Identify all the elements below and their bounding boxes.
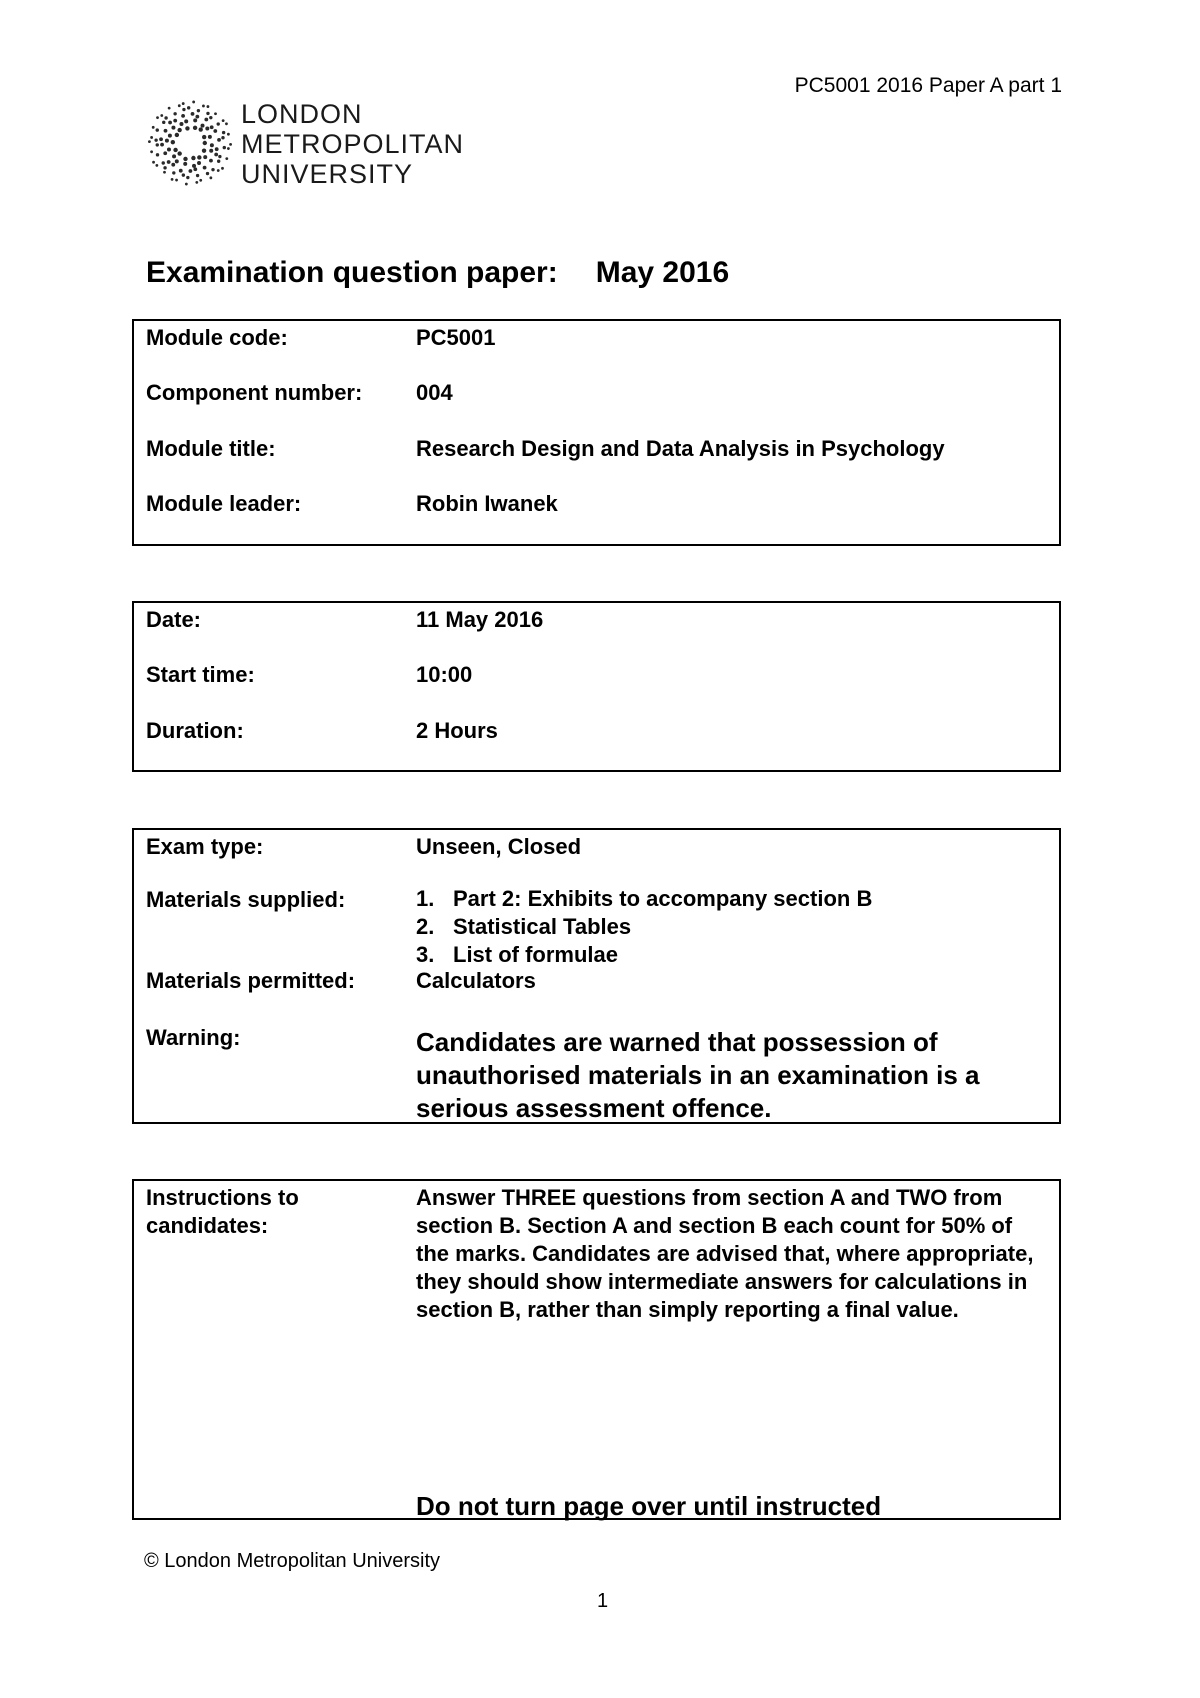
module-title-label: Module title:	[146, 436, 276, 461]
logo-dot	[203, 155, 207, 159]
materials-supplied-list-wrap	[416, 885, 872, 969]
exam-type-value: Unseen, Closed	[416, 834, 582, 859]
logo-dot	[209, 159, 213, 163]
logo-dot	[182, 173, 185, 176]
logo-dot	[175, 133, 179, 137]
logo-dot	[186, 176, 189, 179]
logo-dot	[154, 138, 157, 141]
logo-dot	[167, 160, 171, 164]
logo-dot	[201, 124, 205, 128]
logo-dot	[206, 172, 209, 175]
page-number: 1	[597, 1590, 609, 1612]
list-item-text: Part 2: Exhibits to accompany section B	[453, 886, 873, 911]
logo-dot	[171, 126, 175, 130]
logo-dot	[171, 178, 174, 181]
logo-dot	[202, 148, 206, 152]
logo-dot	[214, 153, 218, 157]
logo-dot	[171, 163, 175, 167]
logo-dot	[208, 135, 212, 139]
logo-dot	[156, 143, 159, 146]
logo-dot	[222, 119, 225, 122]
logo-dot	[209, 149, 213, 153]
do-not-turn-notice: Do not turn page over until instructed	[416, 1491, 882, 1521]
warning-label: Warning:	[146, 1025, 241, 1050]
logo-dot	[173, 112, 176, 115]
logo-dot	[175, 179, 178, 182]
logo-dot	[156, 153, 159, 156]
logo-dot	[183, 162, 187, 166]
logo-dot	[207, 105, 210, 108]
logo-dot	[159, 137, 163, 141]
logo-dot	[229, 143, 232, 146]
logo-dot	[196, 174, 199, 177]
logo-dot	[163, 171, 166, 174]
logo-dot	[193, 118, 197, 122]
logo-dot	[152, 161, 155, 164]
logo-dot	[192, 101, 195, 104]
logo-dot	[217, 160, 220, 163]
logo-dot	[173, 119, 177, 123]
module-code-value: PC5001	[416, 325, 496, 350]
logo-dot	[209, 176, 212, 179]
logo-dot	[203, 141, 207, 145]
logo-dot	[164, 116, 167, 119]
logo-dot	[227, 147, 230, 150]
logo-dot	[195, 181, 198, 184]
logo-dot	[182, 102, 185, 105]
materials-permitted-value: Calculators	[416, 968, 536, 993]
logo-dot	[172, 171, 175, 174]
logo-dot	[175, 159, 179, 163]
logo-dot	[150, 150, 153, 153]
logo-dot	[181, 114, 185, 118]
list-item-number: 1.	[416, 886, 435, 911]
list-item	[416, 913, 872, 941]
start-time-label: Start time:	[146, 662, 255, 687]
logo-dot	[162, 161, 165, 164]
instructions-text: Answer THREE questions from section A and TWO from section B. Section A and section B each count for 50% of the marks. Candidates are advised that, where appropriate, they should show intermediate answers for calculations in section B, rather than simply reporting a final value.	[416, 1185, 1034, 1322]
logo-dot	[160, 143, 164, 147]
list-item-text: List of formulae	[453, 942, 619, 967]
logo-line-2: METROPOLITAN	[241, 129, 465, 159]
module-title-value: Research Design and Data Analysis in Psychology	[416, 436, 945, 461]
logo-dot	[213, 129, 217, 133]
list-item-text: Statistical Tables	[453, 914, 632, 939]
logo-dot	[192, 164, 196, 168]
exam-type-label: Exam type:	[146, 834, 264, 859]
duration-label: Duration:	[146, 718, 244, 743]
logo-dot	[214, 112, 217, 115]
university-logo	[145, 95, 485, 195]
logo-dot	[193, 167, 197, 171]
module-leader-label: Module leader:	[146, 491, 302, 516]
logo-dot	[215, 147, 219, 151]
logo-dot	[211, 168, 214, 171]
logo-dot	[191, 156, 195, 160]
list-item-number: 2.	[416, 914, 435, 939]
title-date: May 2016	[595, 256, 730, 289]
module-code-label: Module code:	[146, 325, 288, 350]
date-label: Date:	[146, 607, 202, 632]
logo-dot	[173, 148, 177, 152]
logo-dot	[185, 183, 188, 186]
logo-dot	[209, 116, 212, 119]
start-time-value: 10:00	[416, 662, 473, 687]
logo-line-1: LONDON	[241, 99, 363, 129]
logo-dot	[162, 121, 165, 124]
logo-dot	[197, 161, 201, 165]
logo-dot	[177, 128, 181, 132]
logo-dot	[164, 129, 168, 133]
exam-details-box	[132, 828, 1061, 1124]
logo-dot	[217, 122, 220, 125]
logo-dot	[148, 140, 151, 143]
logo-dot	[163, 151, 167, 155]
logo-dot	[223, 146, 226, 149]
logo-dot	[210, 143, 214, 147]
materials-permitted-label: Materials permitted:	[146, 968, 356, 993]
logo-dot	[217, 169, 220, 172]
logo-dot	[217, 138, 221, 142]
module-leader-value: Robin Iwanek	[416, 491, 558, 516]
logo-dot	[225, 122, 228, 125]
logo-dot	[195, 115, 199, 119]
logo-dot	[168, 134, 172, 138]
logo-dot	[221, 167, 224, 170]
logo-dot	[199, 179, 202, 182]
logo-dot	[191, 112, 195, 116]
logo-dot	[156, 128, 159, 131]
logo-dot	[206, 112, 209, 115]
logo-line-3: UNIVERSITY	[241, 159, 414, 189]
materials-supplied-label: Materials supplied:	[146, 887, 346, 912]
logo-dot	[150, 136, 153, 139]
logo-dot	[221, 136, 224, 139]
page-title	[146, 256, 729, 290]
logo-dot	[163, 166, 166, 169]
logo-dot	[193, 126, 197, 130]
logo-dot	[210, 125, 214, 129]
logo-dot	[227, 133, 230, 136]
logo-dot	[156, 116, 159, 119]
logo-dot	[203, 166, 207, 170]
logo-dot	[179, 169, 183, 173]
logo-dot	[197, 155, 201, 159]
logo-dot	[178, 104, 181, 107]
logo-dot	[185, 126, 189, 130]
logo-dot	[222, 131, 225, 134]
copyright-notice: © London Metropolitan University	[144, 1550, 440, 1572]
logo-dot	[204, 118, 208, 122]
list-item-number: 3.	[416, 942, 435, 967]
logo-dot	[172, 154, 176, 158]
list-item	[416, 941, 872, 969]
logo-dot	[202, 135, 206, 139]
logo-dot	[165, 139, 169, 143]
logo-dot	[155, 164, 158, 167]
date-value: 11 May 2016	[416, 607, 544, 632]
schedule-box	[132, 601, 1061, 772]
logo-dot	[225, 157, 228, 160]
logo-dot	[177, 151, 181, 155]
materials-supplied-list	[416, 885, 872, 969]
instructions-label: Instructions to candidates:	[146, 1185, 299, 1238]
list-item	[416, 885, 872, 913]
logo-dot	[205, 126, 209, 130]
logo-dot	[183, 157, 187, 161]
logo-dot	[167, 147, 171, 151]
title-prefix: Examination question paper:	[146, 256, 558, 289]
logo-dot	[187, 106, 190, 109]
logo-dot	[188, 169, 192, 173]
logo-dot	[197, 109, 200, 112]
logo-dot	[160, 114, 163, 117]
logo-dot	[182, 108, 185, 111]
logo-dot	[202, 105, 205, 108]
module-info-box	[132, 319, 1061, 546]
logo-dot	[199, 127, 203, 131]
logo-dot	[152, 126, 155, 129]
warning-text: Candidates are warned that possession of unauthorised materials in an examination is a serious assessment offence.	[416, 1027, 980, 1123]
logo-dot	[168, 107, 171, 110]
component-number-value: 004	[416, 380, 453, 405]
logo-wordmark	[241, 99, 464, 189]
logo-dot	[171, 140, 175, 144]
dotted-circle-logo-icon	[145, 95, 235, 191]
logo-dot	[168, 121, 172, 125]
logo-dot	[218, 155, 221, 158]
document-reference: PC5001 2016 Paper A part 1	[794, 74, 1062, 97]
logo-dot	[184, 119, 188, 123]
logo-dot	[179, 122, 183, 126]
instructions-box	[132, 1179, 1061, 1520]
duration-value: 2 Hours	[416, 718, 498, 743]
component-number-label: Component number:	[146, 380, 363, 405]
